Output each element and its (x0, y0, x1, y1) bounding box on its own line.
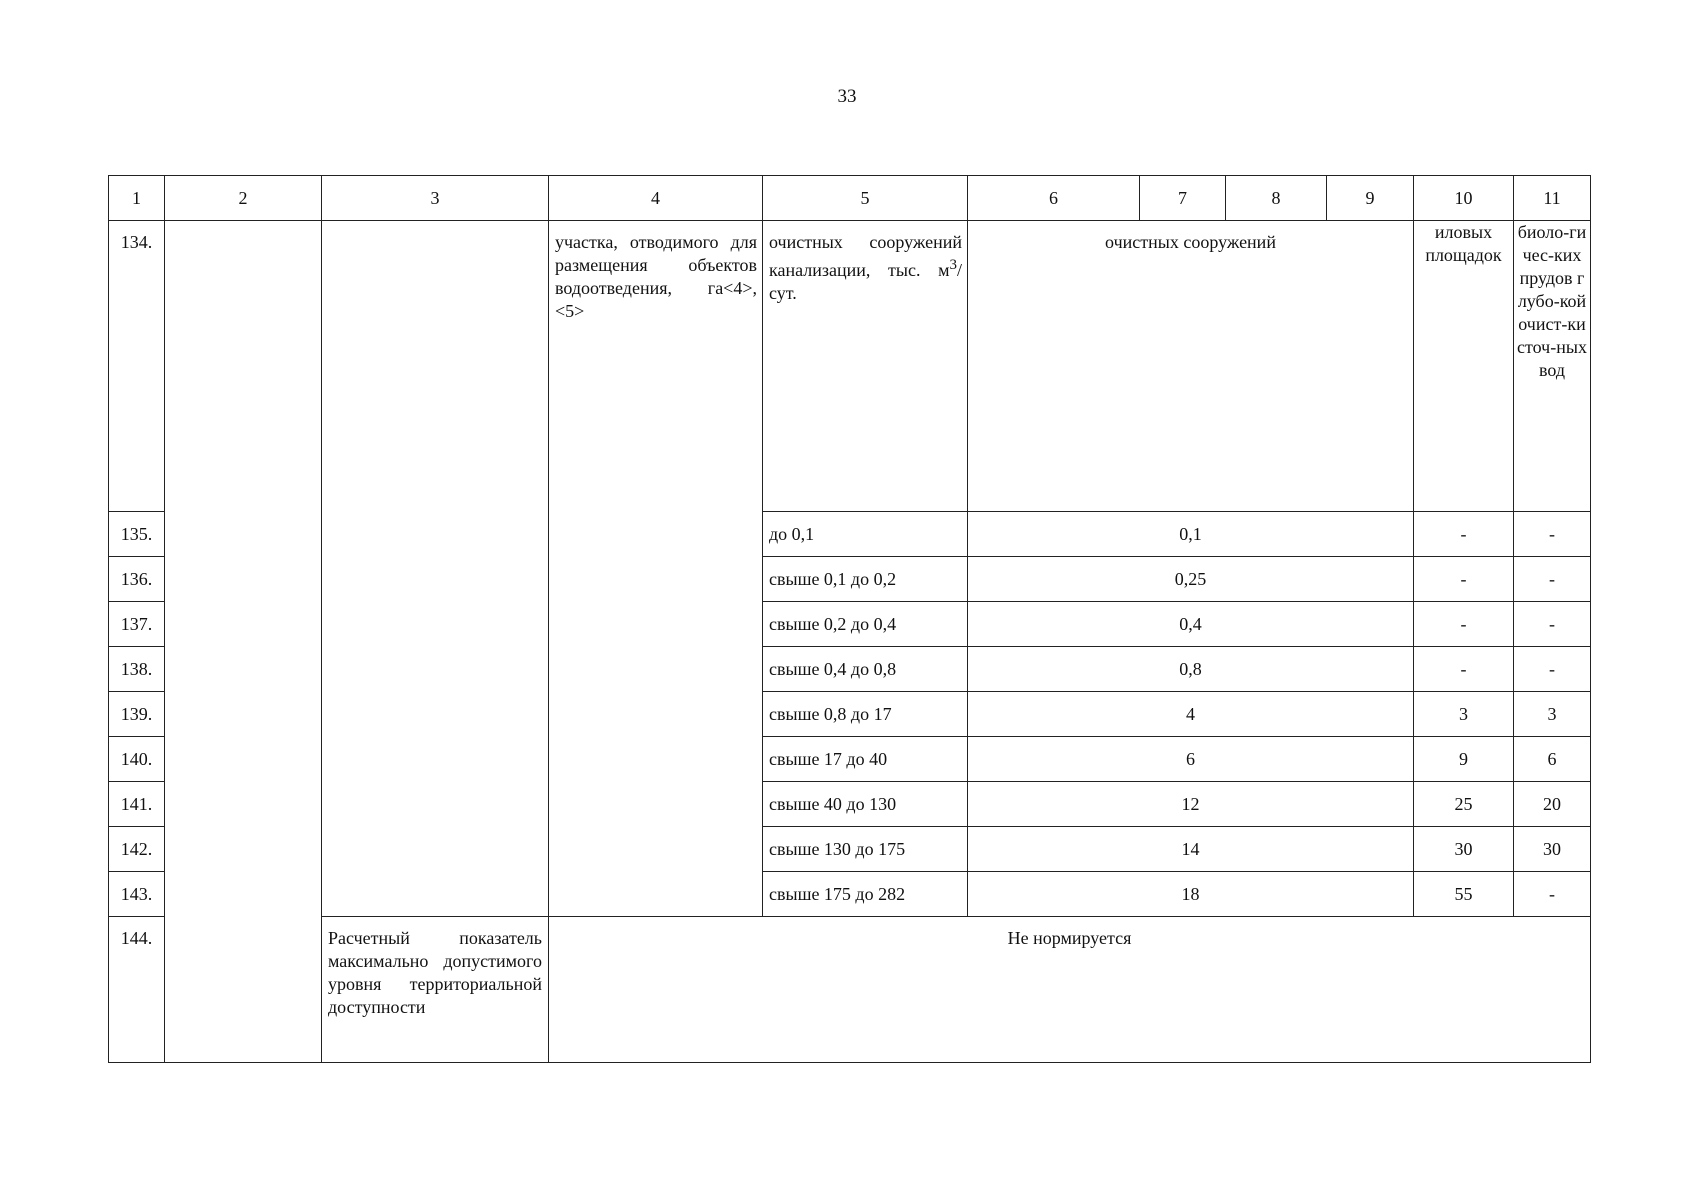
row-number: 137. (109, 602, 165, 647)
row-number: 136. (109, 557, 165, 602)
page-number: 33 (837, 86, 857, 107)
facilities-area: 12 (968, 782, 1414, 827)
cubic-superscript: 3 (949, 257, 957, 273)
header-cell: 2 (165, 176, 322, 221)
facilities-area: 6 (968, 737, 1414, 782)
ponds-area: - (1514, 512, 1591, 557)
header-cell: 5 (763, 176, 968, 221)
not-normalized-value: Не нормируется (549, 917, 1591, 1063)
capacity-header-unit: /сут. (769, 260, 962, 303)
facilities-area: 0,25 (968, 557, 1414, 602)
capacity-range: свыше 0,2 до 0,4 (763, 602, 968, 647)
standards-table (108, 175, 1591, 1063)
ponds-area: 3 (1514, 692, 1591, 737)
header-cell: 4 (549, 176, 763, 221)
treatment-facilities-header: очистных сооружений (968, 221, 1414, 512)
sludge-area: 25 (1414, 782, 1514, 827)
ponds-area: 20 (1514, 782, 1591, 827)
facilities-area: 0,8 (968, 647, 1414, 692)
header-cell: 11 (1514, 176, 1591, 221)
row-number: 140. (109, 737, 165, 782)
header-cell: 1 (109, 176, 165, 221)
sludge-area: - (1414, 602, 1514, 647)
table-row (109, 917, 1591, 1063)
facilities-area: 18 (968, 872, 1414, 917)
indicator-name: Расчетный показатель максимально допустимого уровня территориальной доступности (322, 917, 549, 1063)
sludge-area: - (1414, 557, 1514, 602)
ponds-area: 6 (1514, 737, 1591, 782)
sludge-area: 9 (1414, 737, 1514, 782)
capacity-range: свыше 40 до 130 (763, 782, 968, 827)
ponds-area: - (1514, 602, 1591, 647)
land-plot-description: участка, отводимого для размещения объектов водоотведения, га<4>, <5> (549, 221, 763, 917)
facilities-area: 0,1 (968, 512, 1414, 557)
column-number-row (109, 176, 1591, 221)
row-number: 139. (109, 692, 165, 737)
capacity-range: свыше 0,8 до 17 (763, 692, 968, 737)
row-number: 135. (109, 512, 165, 557)
ponds-area: - (1514, 647, 1591, 692)
ponds-area: - (1514, 872, 1591, 917)
ponds-area: - (1514, 557, 1591, 602)
capacity-range: свыше 0,1 до 0,2 (763, 557, 968, 602)
row-number: 138. (109, 647, 165, 692)
capacity-range: свыше 17 до 40 (763, 737, 968, 782)
row-number: 143. (109, 872, 165, 917)
capacity-range: до 0,1 (763, 512, 968, 557)
sludge-area: - (1414, 512, 1514, 557)
sludge-area: 55 (1414, 872, 1514, 917)
header-cell: 9 (1327, 176, 1414, 221)
sludge-area: - (1414, 647, 1514, 692)
capacity-range: свыше 0,4 до 0,8 (763, 647, 968, 692)
ponds-area: 30 (1514, 827, 1591, 872)
row-number: 141. (109, 782, 165, 827)
row-number: 144. (109, 917, 165, 1063)
sludge-area: 30 (1414, 827, 1514, 872)
row-number: 142. (109, 827, 165, 872)
empty-cell-col3 (322, 221, 549, 917)
facilities-area: 14 (968, 827, 1414, 872)
facilities-area: 0,4 (968, 602, 1414, 647)
row-number: 134. (109, 221, 165, 512)
capacity-header (763, 221, 968, 512)
header-cell: 7 (1140, 176, 1226, 221)
empty-cell-col2 (165, 221, 322, 1063)
bio-ponds-header: биоло-гичес-ких прудов глубо-кой очист-ки сточ-ных вод (1514, 221, 1591, 512)
header-cell: 8 (1226, 176, 1327, 221)
table-row (109, 221, 1591, 512)
capacity-header-text: очистных сооружений канализации, тыс. м (769, 232, 962, 280)
sludge-sites-header: иловых площадок (1414, 221, 1514, 512)
header-cell: 3 (322, 176, 549, 221)
facilities-area: 4 (968, 692, 1414, 737)
capacity-range: свыше 130 до 175 (763, 827, 968, 872)
sludge-area: 3 (1414, 692, 1514, 737)
header-cell: 10 (1414, 176, 1514, 221)
capacity-range: свыше 175 до 282 (763, 872, 968, 917)
header-cell: 6 (968, 176, 1140, 221)
